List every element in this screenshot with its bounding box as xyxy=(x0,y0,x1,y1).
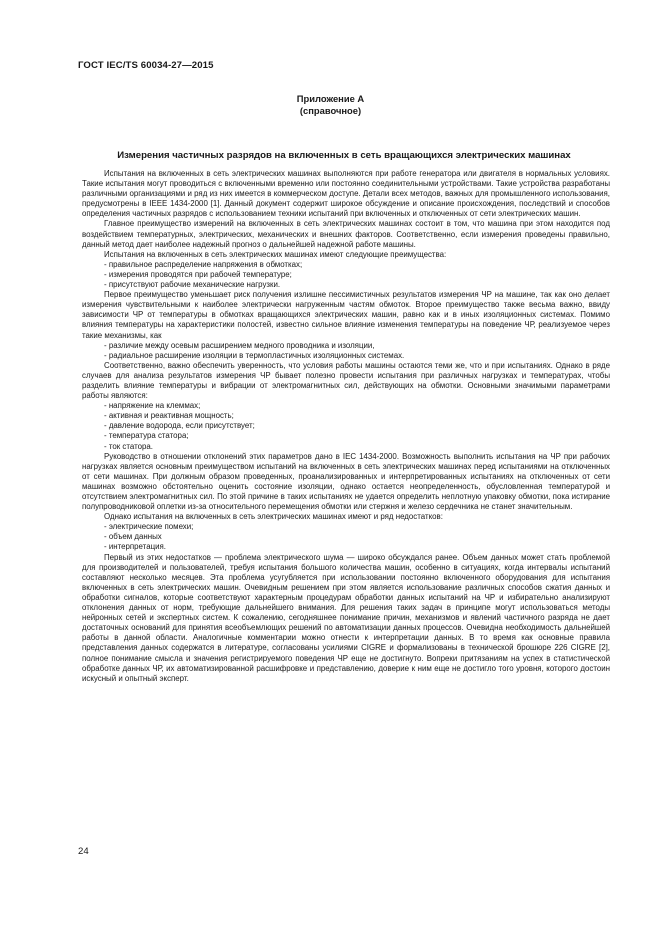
paragraph: Испытания на включенных в сеть электрических машинах имеют следующие преимущества: xyxy=(104,249,447,259)
paragraph: Испытания на включенных в сеть электрических машинах выполняются при работе генератора или двигателя в нормальных условиях. Такие испытания могут проводиться с включенными временно или постоянно соединительными устройствами. Такие устройства разработаны различными организациями и ряд из них имеется в коммерческом доступе. Детали всех методов, важных для промышленного использования, предусмотрены в IEEE 1434-2000 [1]. Данный документ содержит широкое обсуждение и описание происхождения, последствий и способов определения частичных разрядов с использованием техники испытаний при включенных и отключенных от сети электрических машин. xyxy=(82,169,610,219)
list-item: - давление водорода, если присутствует; xyxy=(104,421,255,431)
list-item: - электрические помехи; xyxy=(104,522,194,532)
body-text xyxy=(82,169,610,684)
list-item: - интерпретация. xyxy=(104,542,166,552)
list-item: - активная и реактивная мощность; xyxy=(104,411,234,421)
paragraph: Соответственно, важно обеспечить уверенность, что условия работы машины остаются теми же, что и при испытаниях. Однако в ряде случаев для анализа результатов измерения ЧР бывает полезно провести испытания при различных нагрузках и температурах, чтобы разделить влияние температуры и вибрации от электромагнитных сил, действующих на обмотки. Основными значимыми параметрами работы являются: xyxy=(82,360,610,401)
section-title: Измерения частичных разрядов на включенных в сеть вращающихся электрических машинах xyxy=(117,150,571,161)
appendix-heading xyxy=(0,93,661,117)
paragraph: Однако испытания на включенных в сеть электрических машинах имеют и ряд недостатков: xyxy=(104,512,443,522)
list-item: - ток статора. xyxy=(104,441,153,451)
page-number: 24 xyxy=(78,846,89,857)
list-item: - правильное распределение напряжения в обмотках; xyxy=(104,259,303,269)
paragraph: Главное преимущество измерений на включенных в сеть электрических машинах состоит в том, что машина при этом находится под воздействием температурных, электрических, механических и внешних факторов. Соответственно, если измерения проведены правильно, данный метод дает наиболее надежный прогноз о дальнейшей надежной работе машины. xyxy=(82,219,610,249)
appendix-subtitle: (справочное) xyxy=(299,105,362,116)
list-item: - радиальное расширение изоляции в термопластичных изоляционных системах. xyxy=(104,350,405,360)
standard-header: ГОСТ IEC/TS 60034-27—2015 xyxy=(78,60,214,71)
paragraph: Первое преимущество уменьшает риск получения излишне пессимистичных результатов измерения ЧР на машине, так как оно делает измерения чувствительными к наиболее электрически нагруженным частям обмоток. Второе преимущество также весьма важно, ввиду зависимости ЧР от температуры в обмотках вращающихся электрических машин, равно как и в иных изоляционных системах. Помимо влияния температуры на характеристики полостей, известно сильное влияние изменения температуры на поведение ЧР, реализуемое через такие механизмы, как xyxy=(82,290,610,340)
appendix-title: Приложение А xyxy=(296,93,365,104)
paragraph: Руководство в отношении отклонений этих параметров дано в IEC 1434-2000. Возможность выполнить испытания на ЧР при рабочих нагрузках является основным преимуществом испытаний на включенных в сеть электрических машинах перед испытаниями на отключенных от сети машинах. При должным образом проведенных, проанализированных и интерпретированных испытаниях на отключенных от сети машинах возможно обстоятельно оценить состояние изоляции, однако остается неопределенность, обусловленная температурой и отсутствием электромагнитных сил. По этой причине в таких испытаниях не удается определить неплотную упаковку обмотки, пока истирание полупроводниковой оплетки из-за относительного перемещения обмотки или стержня и железо сердечника не станет значительным. xyxy=(82,451,610,512)
paragraph: Первый из этих недостатков — проблема электрического шума — широко обсуждался ранее. Объем данных может стать проблемой для производителей и пользователей, требуя испытания большого количества машин, особенно в ситуациях, когда интервалы испытаний составляют несколько месяцев. Эта проблема усугубляется при использовании постоянно включенного оборудования для испытания включенных в сеть электрических машин. Очевидным решением при этом является использование различных способов сжатия данных и обработки сигналов, которые соответствуют характерным процедурам обработки данных испытаний на ЧР и избирательно анализируют отклонения данных от норм, требующие дальнейшего внимания. Для решения таких задач в принципе могут использоваться методы нейронных сетей и экспертных систем. К сожалению, сегодняшнее понимание причин, механизмов и явлений частичного разряда не дает достаточных оснований для принятия всеобъемлющих решений по автоматизации данных процессов. Очевидна необходимость дальнейшей работы в данной области. Аналогичные комментарии можно отнести к интерпретации данных. В то время как основные правила представления данных содержатся в литературе, согласованы усилиями CIGRE и формализованы в технической брошюре 226 CIGRE [2], полное понимание смысла и значения регистрируемого поведения ЧР еще не достигнуто. Вопреки притязаниям на успех в статистической обработке данных ЧР, их автоматизированной расшифровке и представлению, доверие к ним еще не достигло того уровня, которого достоин искусный и опытный эксперт. xyxy=(82,552,610,683)
list-item: - присутствуют рабочие механические нагрузки. xyxy=(104,280,281,290)
list-item: - измерения проводятся при рабочей температуре; xyxy=(104,269,292,279)
list-item: - температура статора; xyxy=(104,431,189,441)
list-item: - различие между осевым расширением медного проводника и изоляции, xyxy=(104,340,375,350)
list-item: - объем данных xyxy=(104,532,162,542)
list-item: - напряжение на клеммах; xyxy=(104,401,201,411)
